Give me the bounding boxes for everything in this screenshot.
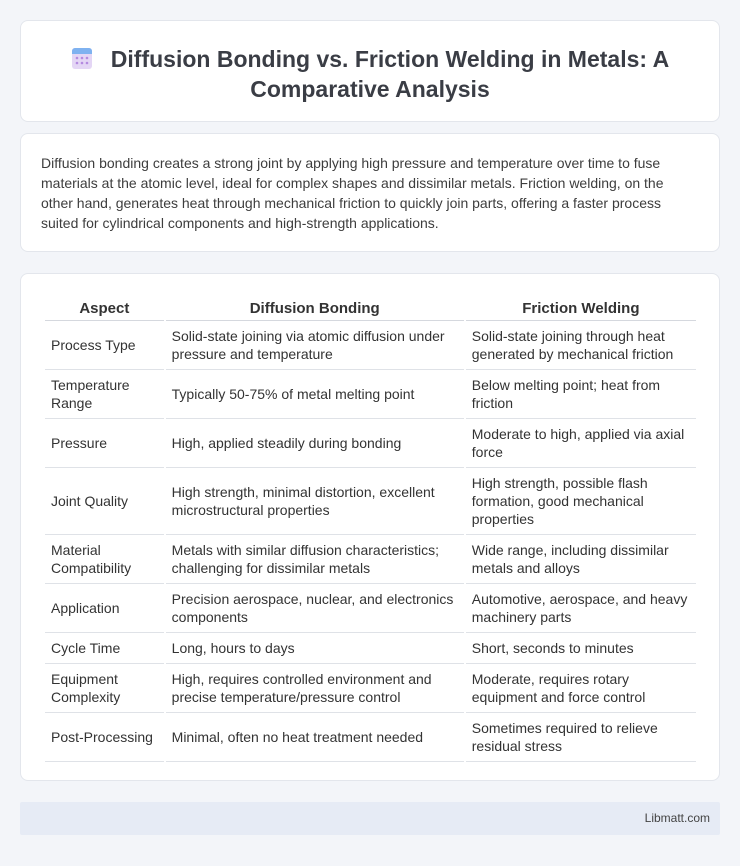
- table-row: [45, 535, 696, 584]
- row-friction-value: Wide range, including dissimilar metals and alloys: [466, 535, 696, 584]
- intro-card: [20, 133, 720, 252]
- row-diffusion-value: High strength, minimal distortion, excellent microstructural properties: [166, 468, 464, 535]
- footer-site-link[interactable]: Libmatt.com: [644, 811, 710, 825]
- row-friction-value: Moderate to high, applied via axial force: [466, 419, 696, 468]
- table-row: [45, 713, 696, 762]
- row-friction-value: Sometimes required to relieve residual stress: [466, 713, 696, 762]
- row-aspect: Cycle Time: [45, 633, 164, 664]
- row-diffusion-value: Typically 50-75% of metal melting point: [166, 370, 464, 419]
- row-diffusion-value: Metals with similar diffusion characteristics; challenging for dissimilar metals: [166, 535, 464, 584]
- row-aspect: Pressure: [45, 419, 164, 468]
- calendar-icon: [71, 46, 93, 70]
- header-friction-welding: Friction Welding: [466, 294, 696, 321]
- comparison-card: [20, 273, 720, 781]
- table-header-row: [45, 294, 696, 321]
- header-aspect: Aspect: [45, 294, 164, 321]
- row-friction-value: Below melting point; heat from friction: [466, 370, 696, 419]
- table-row: [45, 664, 696, 713]
- row-diffusion-value: Precision aerospace, nuclear, and electronics components: [166, 584, 464, 633]
- row-diffusion-value: High, requires controlled environment and precise temperature/pressure control: [166, 664, 464, 713]
- table-row: [45, 468, 696, 535]
- row-friction-value: Solid-state joining through heat generated by mechanical friction: [466, 321, 696, 370]
- row-diffusion-value: Minimal, often no heat treatment needed: [166, 713, 464, 762]
- header-diffusion-bonding: Diffusion Bonding: [166, 294, 464, 321]
- row-diffusion-value: Long, hours to days: [166, 633, 464, 664]
- comparison-table: [43, 294, 698, 762]
- row-aspect: Material Compatibility: [45, 535, 164, 584]
- table-row: [45, 584, 696, 633]
- row-diffusion-value: High, applied steadily during bonding: [166, 419, 464, 468]
- page-title: [21, 44, 719, 104]
- row-friction-value: Moderate, requires rotary equipment and force control: [466, 664, 696, 713]
- table-row: [45, 633, 696, 664]
- row-aspect: Process Type: [45, 321, 164, 370]
- row-aspect: Temperature Range: [45, 370, 164, 419]
- table-row: [45, 370, 696, 419]
- page-title-text: Diffusion Bonding vs. Friction Welding in Metals: A Comparative Analysis: [110, 46, 670, 102]
- row-aspect: Post-Processing: [45, 713, 164, 762]
- row-friction-value: Automotive, aerospace, and heavy machinery parts: [466, 584, 696, 633]
- row-aspect: Equipment Complexity: [45, 664, 164, 713]
- row-aspect: Joint Quality: [45, 468, 164, 535]
- intro-paragraph: Diffusion bonding creates a strong joint by applying high pressure and temperature over time to fuse materials at the atomic level, ideal for complex shapes and dissimilar metals. Friction welding, on the other hand, generates heat through mechanical friction to quickly join parts, offering a faster process suited for cylindrical components and high-strength applications.: [41, 155, 664, 231]
- row-diffusion-value: Solid-state joining via atomic diffusion under pressure and temperature: [166, 321, 464, 370]
- row-aspect: Application: [45, 584, 164, 633]
- table-row: [45, 321, 696, 370]
- row-friction-value: Short, seconds to minutes: [466, 633, 696, 664]
- title-card: [20, 20, 720, 122]
- row-friction-value: High strength, possible flash formation, good mechanical properties: [466, 468, 696, 535]
- footer-bar: [20, 802, 720, 835]
- table-row: [45, 419, 696, 468]
